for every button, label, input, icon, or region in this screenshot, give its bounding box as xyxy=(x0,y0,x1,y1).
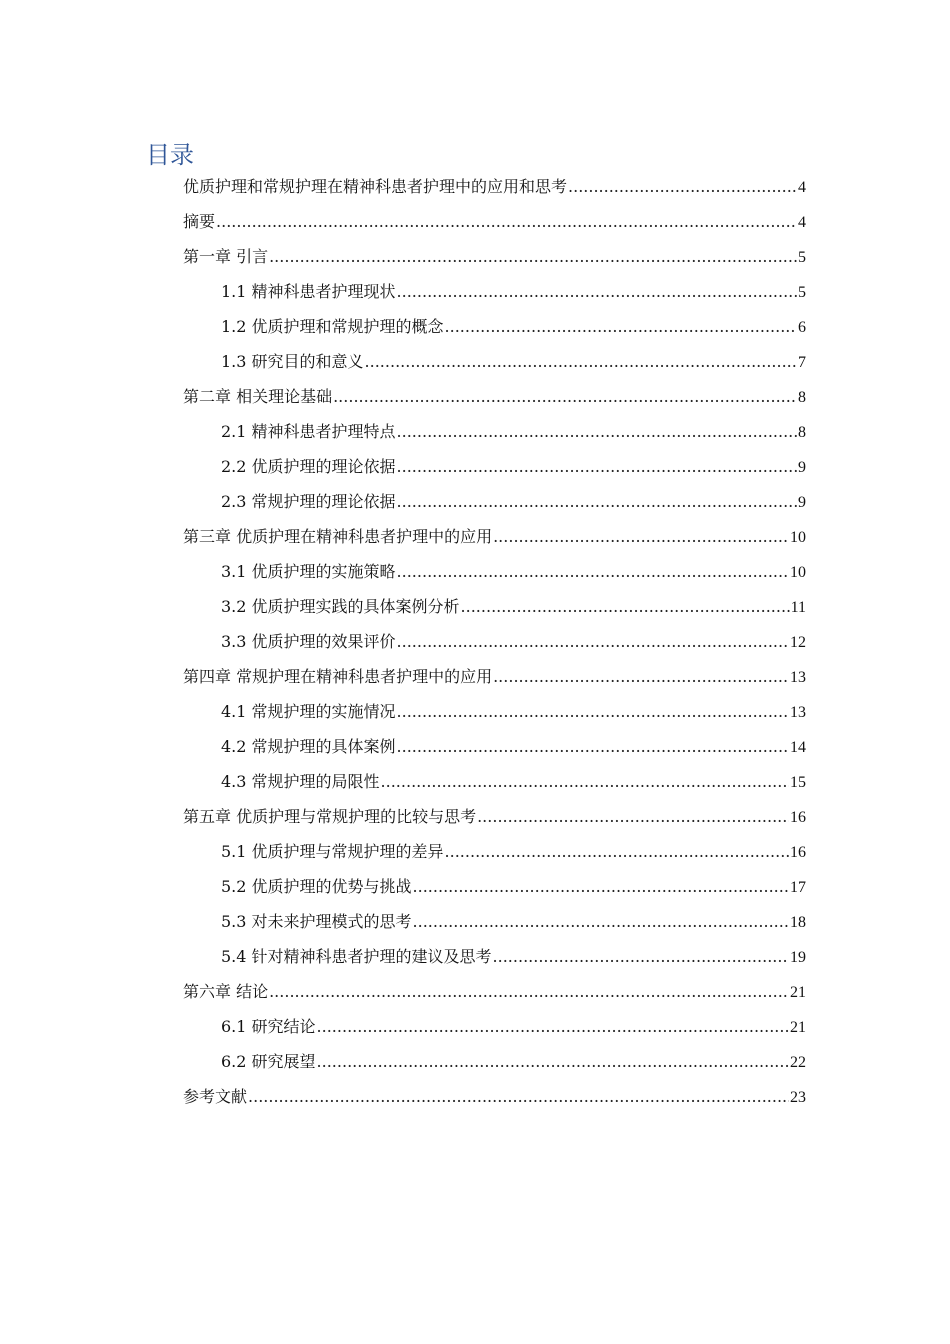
toc-entry-page-number: 12 xyxy=(790,634,806,651)
toc-dot-leader xyxy=(413,869,789,904)
toc-entry[interactable] xyxy=(183,1009,806,1044)
toc-entry-label: 5.2 优质护理的优势与挑战 xyxy=(221,877,412,896)
toc-entry-page-number: 8 xyxy=(798,389,806,406)
toc-dot-leader xyxy=(397,449,797,484)
toc-dot-leader xyxy=(365,344,797,379)
toc-entry-label: 2.2 优质护理的理论依据 xyxy=(221,457,396,476)
toc-dot-leader xyxy=(461,589,790,624)
toc-dot-leader xyxy=(397,554,789,589)
toc-dot-leader xyxy=(493,659,789,694)
toc-dot-leader xyxy=(216,204,797,239)
toc-entry-label: 5.1 优质护理与常规护理的差异 xyxy=(221,842,444,861)
toc-entry-page-number: 13 xyxy=(790,669,806,686)
toc-entry-label: 第六章 结论 xyxy=(183,982,269,1001)
toc-dot-leader xyxy=(413,904,789,939)
toc-entry-label: 1.3 研究目的和意义 xyxy=(221,352,364,371)
toc-entry-label: 优质护理和常规护理在精神科患者护理中的应用和思考 xyxy=(183,177,568,196)
toc-entry[interactable] xyxy=(183,869,806,904)
toc-entry-label: 2.1 精神科患者护理特点 xyxy=(221,422,396,441)
toc-title: 目录 xyxy=(146,141,194,169)
toc-entry[interactable] xyxy=(183,974,806,1009)
toc-entry-page-number: 23 xyxy=(790,1089,806,1106)
toc-entry-page-number: 10 xyxy=(790,564,806,581)
toc-entry[interactable] xyxy=(183,1044,806,1079)
toc-dot-leader xyxy=(269,974,789,1009)
toc-entry[interactable] xyxy=(183,1079,806,1114)
toc-entry[interactable] xyxy=(183,659,806,694)
toc-entry[interactable] xyxy=(183,834,806,869)
toc-dot-leader xyxy=(397,484,797,519)
toc-entry-page-number: 4 xyxy=(798,214,806,231)
toc-dot-leader xyxy=(248,1079,789,1114)
toc-entry[interactable] xyxy=(183,519,806,554)
toc-entry-page-number: 14 xyxy=(790,739,806,756)
toc-entry[interactable] xyxy=(183,764,806,799)
toc-entry-label: 6.1 研究结论 xyxy=(221,1017,316,1036)
toc-entry[interactable] xyxy=(183,554,806,589)
toc-entry-page-number: 21 xyxy=(790,984,806,1001)
toc-entry-page-number: 6 xyxy=(798,319,806,336)
toc-entry-page-number: 21 xyxy=(790,1019,806,1036)
toc-dot-leader xyxy=(269,239,797,274)
toc-entry-label: 1.2 优质护理和常规护理的概念 xyxy=(221,317,444,336)
toc-dot-leader xyxy=(445,834,789,869)
toc-entry[interactable] xyxy=(183,379,806,414)
toc-entry[interactable] xyxy=(183,204,806,239)
toc-entry[interactable] xyxy=(183,414,806,449)
toc-entry-label: 第五章 优质护理与常规护理的比较与思考 xyxy=(183,807,477,826)
toc-entry-label: 摘要 xyxy=(183,212,216,231)
toc-dot-leader xyxy=(397,274,797,309)
toc-dot-leader xyxy=(568,169,797,204)
toc-entry-label: 第一章 引言 xyxy=(183,247,269,266)
toc-dot-leader xyxy=(381,764,789,799)
toc-dot-leader xyxy=(397,694,789,729)
toc-entry[interactable] xyxy=(183,729,806,764)
toc-entry-label: 3.1 优质护理的实施策略 xyxy=(221,562,396,581)
toc-entry-page-number: 16 xyxy=(790,809,806,826)
toc-entry-page-number: 16 xyxy=(790,844,806,861)
toc-entry-page-number: 10 xyxy=(790,529,806,546)
toc-entry-label: 2.3 常规护理的理论依据 xyxy=(221,492,396,511)
toc-entry[interactable] xyxy=(183,309,806,344)
toc-dot-leader xyxy=(445,309,797,344)
toc-entry[interactable] xyxy=(183,589,806,624)
toc-dot-leader xyxy=(317,1009,789,1044)
toc-entry-label: 5.4 针对精神科患者护理的建议及思考 xyxy=(221,947,492,966)
toc-entry[interactable] xyxy=(183,624,806,659)
toc-dot-leader xyxy=(397,729,789,764)
toc-entry-label: 第三章 优质护理在精神科患者护理中的应用 xyxy=(183,527,493,546)
toc-entry-page-number: 19 xyxy=(790,949,806,966)
toc-entry-page-number: 4 xyxy=(798,179,806,196)
toc-dot-leader xyxy=(397,624,789,659)
toc-entry[interactable] xyxy=(183,239,806,274)
toc-entry-page-number: 7 xyxy=(798,354,806,371)
toc-entry[interactable] xyxy=(183,274,806,309)
toc-entry[interactable] xyxy=(183,939,806,974)
toc-dot-leader xyxy=(493,939,789,974)
toc-dot-leader xyxy=(317,1044,789,1079)
toc-dot-leader xyxy=(493,519,789,554)
toc-entry-label: 第四章 常规护理在精神科患者护理中的应用 xyxy=(183,667,493,686)
toc-entry-page-number: 13 xyxy=(790,704,806,721)
toc-entry-label: 参考文献 xyxy=(183,1087,248,1106)
toc-entry-label: 第二章 相关理论基础 xyxy=(183,387,333,406)
toc-entry-page-number: 18 xyxy=(790,914,806,931)
toc-entry[interactable] xyxy=(183,694,806,729)
toc-entry[interactable] xyxy=(183,344,806,379)
toc-entry-label: 6.2 研究展望 xyxy=(221,1052,316,1071)
toc-entry[interactable] xyxy=(183,449,806,484)
toc-entry-label: 1.1 精神科患者护理现状 xyxy=(221,282,396,301)
toc-dot-leader xyxy=(397,414,797,449)
toc-entry-page-number: 5 xyxy=(798,284,806,301)
toc-entry[interactable] xyxy=(183,484,806,519)
toc-entry-page-number: 17 xyxy=(790,879,806,896)
toc-entry-label: 4.2 常规护理的具体案例 xyxy=(221,737,396,756)
toc-entry-label: 3.2 优质护理实践的具体案例分析 xyxy=(221,597,460,616)
toc-entry-page-number: 15 xyxy=(790,774,806,791)
toc-dot-leader xyxy=(333,379,797,414)
toc-entry-page-number: 8 xyxy=(798,424,806,441)
toc-entry[interactable] xyxy=(183,799,806,834)
toc-entry-label: 4.1 常规护理的实施情况 xyxy=(221,702,396,721)
toc-entry-label: 3.3 优质护理的效果评价 xyxy=(221,632,396,651)
toc-entry[interactable] xyxy=(183,904,806,939)
toc-entry-page-number: 5 xyxy=(798,249,806,266)
table-of-contents xyxy=(183,169,806,1114)
toc-entry-page-number: 9 xyxy=(798,459,806,476)
toc-dot-leader xyxy=(477,799,789,834)
toc-entry-page-number: 11 xyxy=(790,599,806,616)
toc-entry-label: 4.3 常规护理的局限性 xyxy=(221,772,380,791)
toc-entry-label: 5.3 对未来护理模式的思考 xyxy=(221,912,412,931)
toc-entry-page-number: 22 xyxy=(790,1054,806,1071)
toc-entry[interactable] xyxy=(183,169,806,204)
toc-entry-page-number: 9 xyxy=(798,494,806,511)
